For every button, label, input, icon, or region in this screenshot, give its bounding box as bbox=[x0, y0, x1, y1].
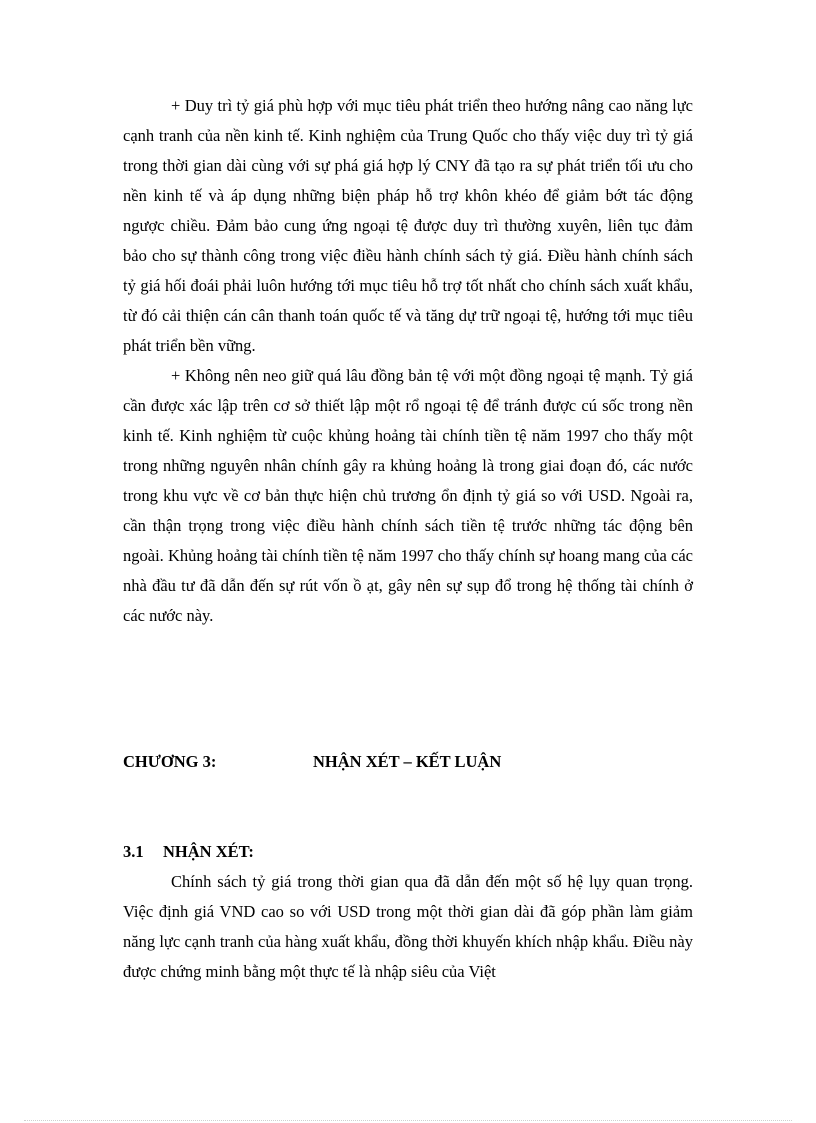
paragraph-currency-peg: + Không nên neo giữ quá lâu đồng bản tệ với một đồng ngoại tệ mạnh. Tỷ giá cần được xác lập trên cơ sở thiết lập một rổ ngoại tệ để tránh được cú sốc trong nền kinh tế. Kinh nghiệm từ cuộc khủng hoảng tài chính tiền tệ năm 1997 cho thấy một trong những nguyên nhân chính gây ra khủng hoảng là trong giai đoạn đó, các nước trong khu vực về cơ bản thực hiện chủ trương ổn định tỷ giá so với USD. Ngoài ra, cần thận trọng trong việc điều hành chính sách tiền tệ trước những tác động bên ngoài. Khủng hoảng tài chính tiền tệ năm 1997 cho thấy chính sự hoang mang của các nhà đầu tư đã dẫn đến sự rút vốn ồ ạt, gây nên sự sụp đổ trong hệ thống tài chính ở các nước này. bbox=[123, 366, 693, 625]
chapter-number: CHƯƠNG 3: bbox=[123, 752, 217, 771]
chapter-heading bbox=[123, 752, 693, 776]
section-number: 3.1 bbox=[123, 842, 144, 861]
paragraph-exchange-rate-maintenance: + Duy trì tỷ giá phù hợp với mục tiêu phát triển theo hướng nâng cao năng lực cạnh tranh của nền kinh tế. Kinh nghiệm của Trung Quốc cho thấy việc duy trì tỷ giá trong thời gian dài cùng với sự phá giá hợp lý CNY đã tạo ra sự phát triển tối ưu cho nền kinh tế và áp dụng những biện pháp hỗ trợ khôn khéo để giảm bớt tác động ngược chiều. Đảm bảo cung ứng ngoại tệ được duy trì thường xuyên, liên tục đảm bảo cho sự thành công trong việc điều hành chính sách tỷ giá. Điều hành chính sách tỷ giá hối đoái phải luôn hướng tới mục tiêu hỗ trợ tốt nhất cho chính sách xuất khẩu, từ đó cải thiện cán cân thanh toán quốc tế và tăng dự trữ ngoại tệ, hướng tới mục tiêu phát triển bền vững. bbox=[123, 96, 693, 355]
page-bottom-divider bbox=[24, 1120, 792, 1121]
section-text-block bbox=[123, 867, 693, 987]
section-title: NHẬN XÉT: bbox=[163, 842, 254, 861]
chapter-title: NHẬN XÉT – KẾT LUẬN bbox=[313, 752, 502, 771]
section-heading bbox=[123, 840, 693, 864]
body-text-block bbox=[123, 91, 693, 631]
paragraph-assessment: Chính sách tỷ giá trong thời gian qua đã dẫn đến một số hệ lụy quan trọng. Việc định giá VND cao so với USD trong một thời gian dài đã góp phần làm giảm năng lực cạnh tranh của hàng xuất khẩu, đồng thời khuyến khích nhập khẩu. Điều này được chứng minh bằng một thực tế là nhập siêu của Việt bbox=[123, 872, 693, 981]
